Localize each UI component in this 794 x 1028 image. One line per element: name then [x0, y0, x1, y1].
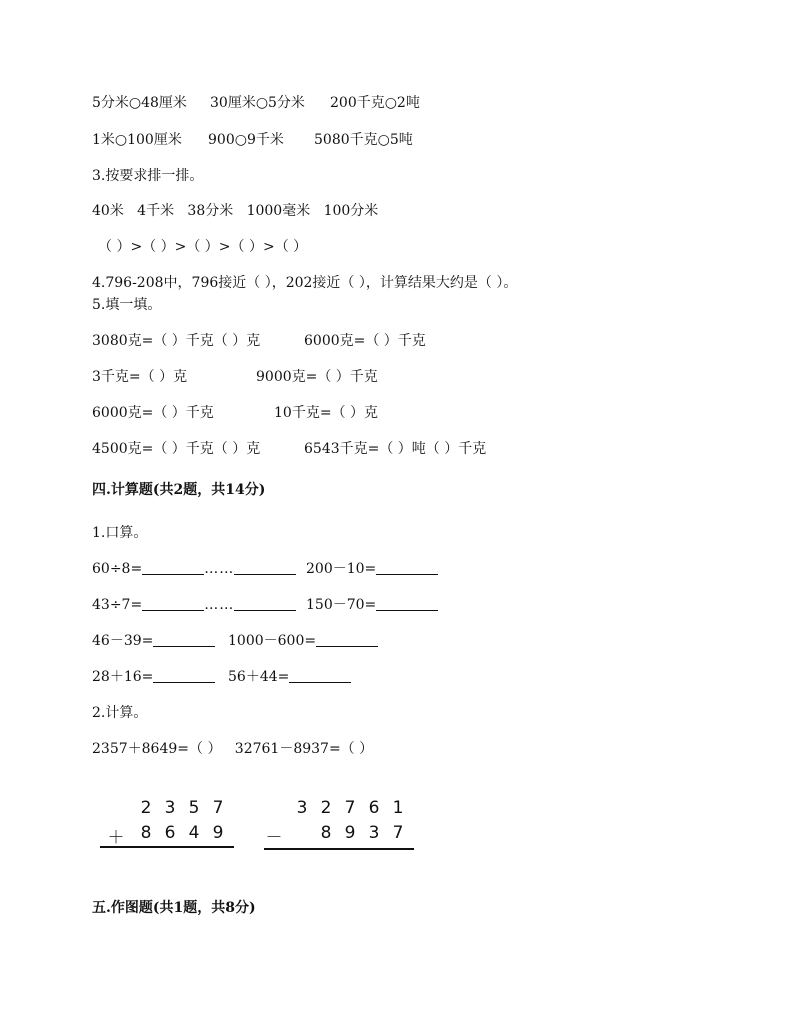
fill-item: 6543千克=（ ）吨（ ）千克 [304, 441, 487, 457]
digit: 3 [368, 823, 380, 843]
fill-item: 9000克=（ ）千克 [256, 369, 378, 385]
digit: 1 [392, 798, 404, 818]
answer-blank[interactable] [142, 560, 204, 575]
answer-blank[interactable] [153, 632, 215, 647]
answer-blank[interactable] [142, 596, 204, 611]
fill-item: 3080克=（ ）千克（ ）克 [92, 333, 261, 349]
oral-expression: 28＋16= [92, 669, 154, 685]
fill-item: 6000克=（ ）千克 [304, 333, 426, 349]
digit: 3 [296, 798, 308, 818]
compare-item: 5分米○48厘米 [92, 95, 187, 111]
section-5-heading: 五.作图题(共1题，共8分) [92, 900, 256, 916]
digit: 6 [164, 823, 176, 843]
fill-item: 6000克=（ ）千克 [92, 405, 214, 421]
compare-item: 900○9千米 [208, 132, 284, 148]
fill-item: 3千克=（ ）克 [92, 369, 188, 385]
digit: 8 [320, 823, 332, 843]
answer-blank[interactable] [153, 668, 215, 683]
digit: 2 [320, 798, 332, 818]
oral-expression: 43÷7= [92, 597, 143, 613]
fill-item: 10千克=（ ）克 [274, 405, 378, 421]
answer-blank[interactable] [234, 596, 296, 611]
calc-expressions: 2357＋8649=（ ） 32761－8937=（ ） [92, 741, 374, 757]
answer-blank[interactable] [289, 668, 351, 683]
digit: 9 [212, 823, 224, 843]
digit: 7 [392, 823, 404, 843]
digit: 9 [344, 823, 356, 843]
remainder-dots: …… [204, 561, 235, 577]
oral-expression: 56＋44= [228, 669, 290, 685]
digit: 5 [188, 798, 200, 818]
section-4-heading: 四.计算题(共2题，共14分) [92, 482, 266, 498]
remainder-dots: …… [204, 597, 235, 613]
calc-title: 2.计算。 [92, 705, 148, 721]
compare-item: 1米○100厘米 [92, 132, 182, 148]
compare-item: 30厘米○5分米 [210, 95, 305, 111]
compare-item: 200千克○2吨 [330, 95, 420, 111]
vertical-addition [100, 798, 234, 850]
oral-expression: 200－10= [306, 561, 377, 577]
q5-title: 5.填一填。 [92, 297, 162, 313]
digit: 4 [188, 823, 200, 843]
vertical-subtraction [264, 798, 414, 850]
plus-sign: ＋ [107, 828, 125, 848]
digit: 7 [212, 798, 224, 818]
digit: 8 [140, 823, 152, 843]
sum-line [100, 846, 234, 848]
fill-item: 4500克=（ ）千克（ ）克 [92, 441, 261, 457]
digit: 6 [368, 798, 380, 818]
oral-expression: 1000－600= [228, 633, 317, 649]
compare-item: 5080千克○5吨 [314, 132, 413, 148]
q3-title: 3.按要求排一排。 [92, 168, 204, 184]
oral-title: 1.口算。 [92, 525, 148, 541]
answer-blank[interactable] [376, 560, 438, 575]
oral-expression: 150－70= [306, 597, 377, 613]
oral-expression: 60÷8= [92, 561, 143, 577]
minus-sign: － [265, 828, 283, 848]
answer-blank[interactable] [316, 632, 378, 647]
difference-line [264, 848, 414, 850]
q3-items: 40米 4千米 38分米 1000毫米 100分米 [92, 203, 379, 219]
q4-text: 4.796-208中，796接近（ ），202接近（ ），计算结果大约是（ ）。 [92, 275, 518, 291]
oral-expression: 46－39= [92, 633, 154, 649]
digit: 2 [140, 798, 152, 818]
answer-blank[interactable] [376, 596, 438, 611]
answer-blank[interactable] [234, 560, 296, 575]
q3-order-blanks: （ ）>（ ）>（ ）>（ ）>（ ） [98, 239, 308, 255]
digit: 3 [164, 798, 176, 818]
digit: 7 [344, 798, 356, 818]
